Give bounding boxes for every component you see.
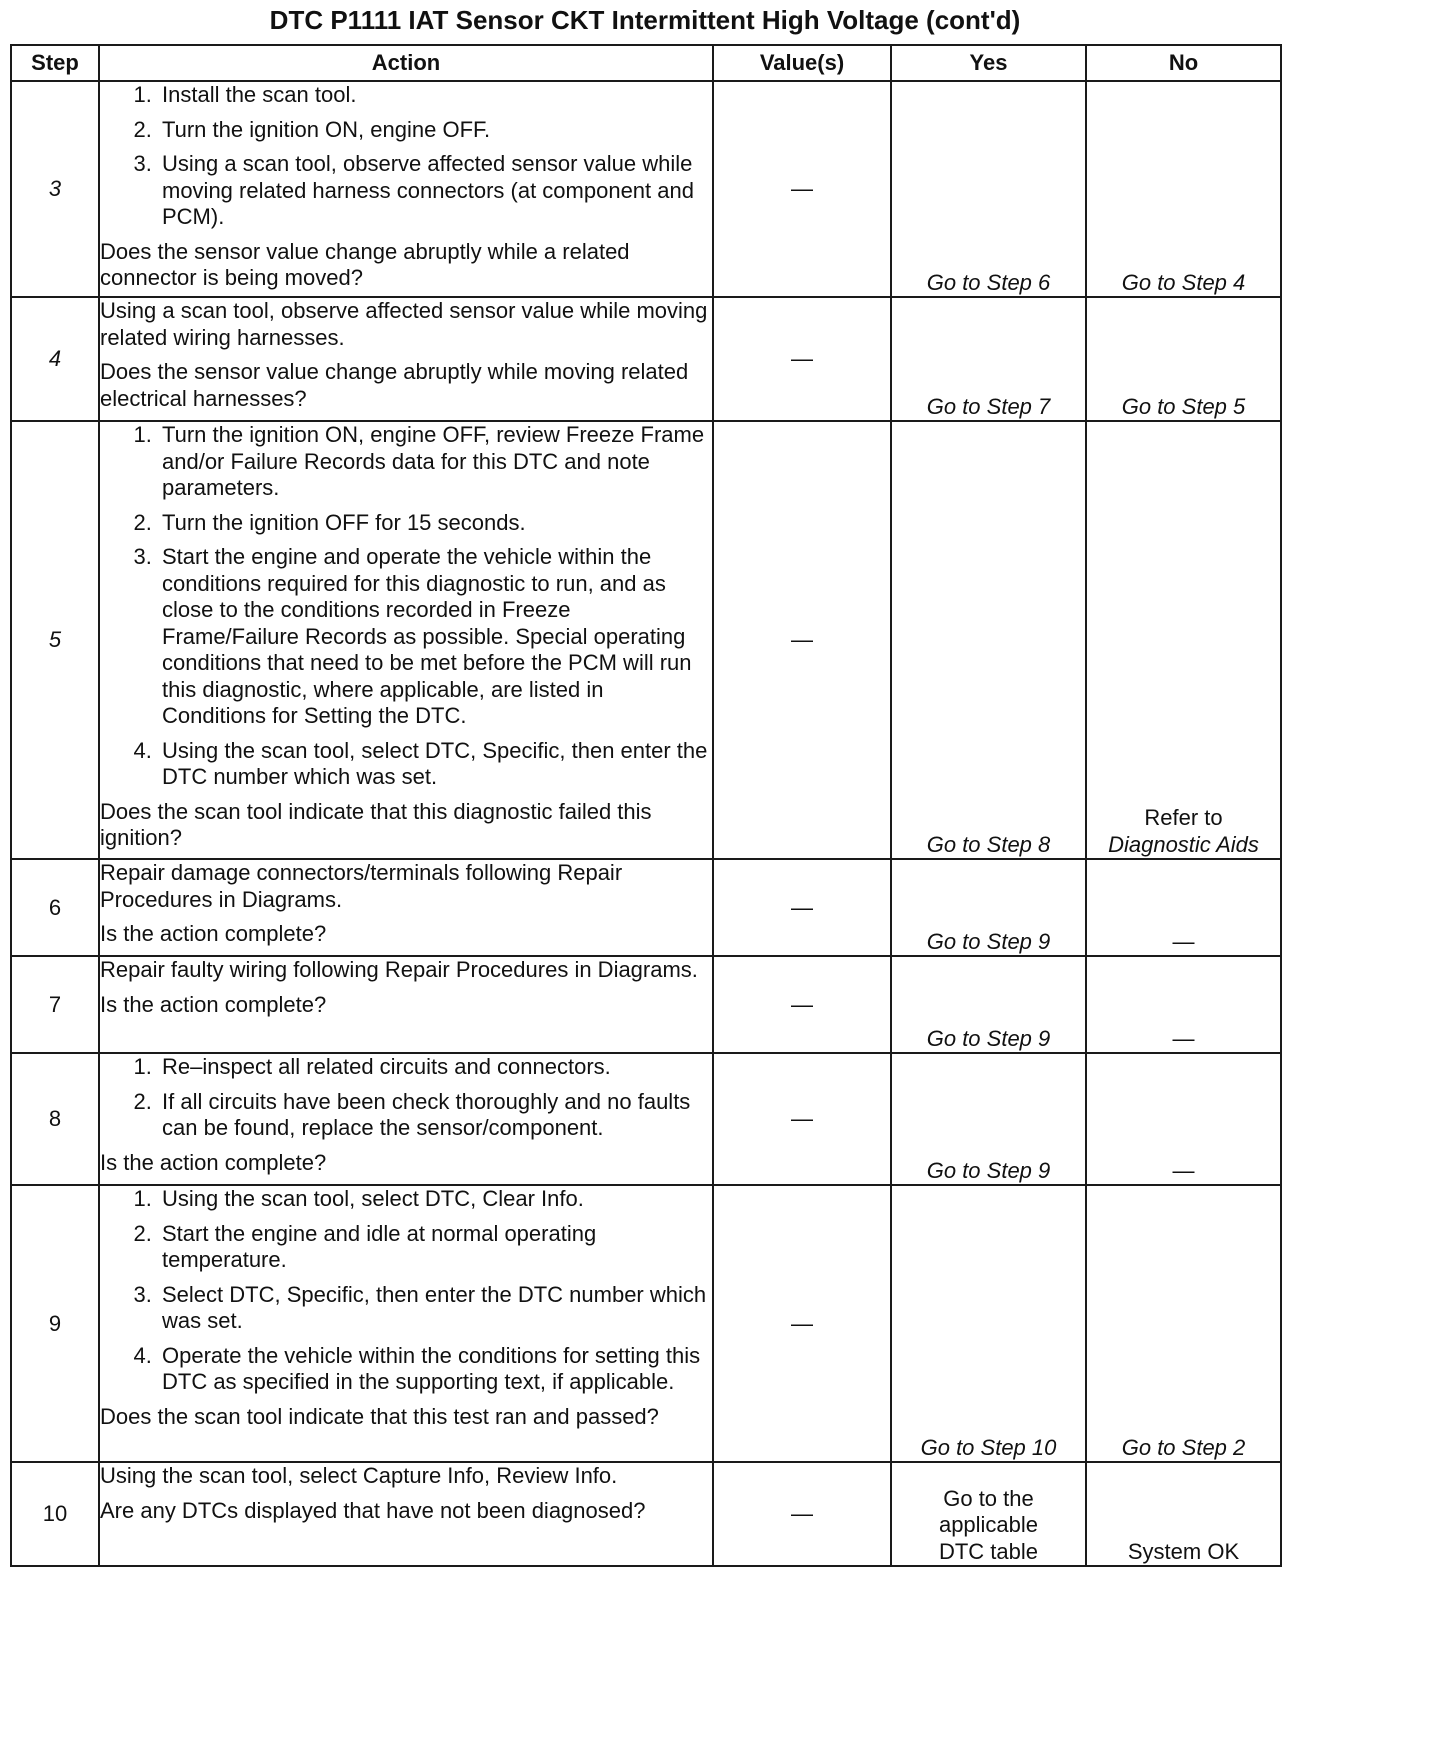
step-number: 4 (11, 297, 99, 421)
action-paragraph: Repair damage connectors/terminals following Repair Procedures in Diagrams. (100, 860, 623, 912)
no-line: Refer to (1144, 805, 1223, 830)
action-item: 1. Install the scan tool. (158, 82, 712, 109)
action-item: 2. Turn the ignition ON, engine OFF. (158, 117, 712, 144)
action-question: Is the action complete? (100, 1149, 327, 1175)
action-cell (99, 956, 713, 1053)
value-cell: — (713, 956, 891, 1053)
page-title: DTC P1111 IAT Sensor CKT Intermittent High Voltage (cont'd) (269, 5, 1021, 35)
table-row-step-7 (11, 956, 1281, 1053)
header-yes: Yes (891, 45, 1086, 81)
action-item: 3. Select DTC, Specific, then enter the DTC number which was set. (158, 1282, 712, 1335)
step-number: 6 (11, 859, 99, 956)
table-row-step-9 (11, 1185, 1281, 1462)
action-cell (99, 297, 713, 421)
action-item: 2. If all circuits have been check thoroughly and no faults can be found, replace the sensor/component. (158, 1089, 712, 1142)
action-cell (99, 421, 713, 859)
action-item: 4. Operate the vehicle within the conditions for setting this DTC as specified in the supporting text, if applicable. (158, 1343, 712, 1396)
action-cell (99, 1185, 713, 1462)
value-cell: — (713, 81, 891, 297)
header-no: No (1086, 45, 1281, 81)
action-item: 4. Using the scan tool, select DTC, Specific, then enter the DTC number which was set. (158, 738, 712, 791)
no-cell: Go to Step 2 (1086, 1185, 1281, 1462)
action-list (100, 82, 712, 231)
step-number: 7 (11, 956, 99, 1053)
table-row-step-3 (11, 81, 1281, 297)
yes-cell: Go to Step 6 (891, 81, 1086, 297)
step-number: 3 (11, 81, 99, 297)
action-paragraph: Repair faulty wiring following Repair Procedures in Diagrams. (100, 957, 698, 982)
diagnostic-table (10, 44, 1282, 1567)
table-row-step-8 (11, 1053, 1281, 1185)
action-question: Does the scan tool indicate that this diagnostic failed this ignition? (100, 798, 652, 850)
value-cell: — (713, 859, 891, 956)
step-number: 5 (11, 421, 99, 859)
value-cell: — (713, 421, 891, 859)
header-values: Value(s) (713, 45, 891, 81)
table-row-step-4 (11, 297, 1281, 421)
action-item: 1. Turn the ignition ON, engine OFF, review Freeze Frame and/or Failure Records data for this DTC and note parameters. (158, 422, 712, 502)
yes-cell: Go to Step 9 (891, 859, 1086, 956)
yes-cell: Go to Step 9 (891, 1053, 1086, 1185)
no-cell: — (1086, 859, 1281, 956)
action-cell (99, 859, 713, 956)
step-number: 9 (11, 1185, 99, 1462)
action-cell (99, 1053, 713, 1185)
table-row-step-6 (11, 859, 1281, 956)
yes-cell: Go to Step 7 (891, 297, 1086, 421)
no-cell: Go to Step 4 (1086, 81, 1281, 297)
action-question: Does the sensor value change abruptly while moving related electrical harnesses? (100, 359, 689, 411)
yes-line: DTC table (938, 1538, 1039, 1564)
table-header-row (11, 45, 1281, 81)
action-item: 3. Using a scan tool, observe affected sensor value while moving related harness connectors (at component and PCM). (158, 151, 712, 231)
yes-line: applicable (938, 1512, 1039, 1537)
action-list (100, 1186, 712, 1396)
action-item: 2. Start the engine and idle at normal operating temperature. (158, 1221, 712, 1274)
step-number: 10 (11, 1462, 99, 1566)
action-question: Is the action complete? (100, 991, 327, 1017)
action-cell (99, 1462, 713, 1566)
action-question: Are any DTCs displayed that have not been diagnosed? (100, 1497, 646, 1523)
action-list (100, 1054, 712, 1142)
yes-cell (891, 1462, 1086, 1566)
no-cell: — (1086, 956, 1281, 1053)
action-item: 1. Re–inspect all related circuits and connectors. (158, 1054, 712, 1081)
action-item: 1. Using the scan tool, select DTC, Clear Info. (158, 1186, 712, 1213)
action-paragraph: Using a scan tool, observe affected sensor value while moving related wiring harnesses. (100, 298, 708, 350)
no-cell: System OK (1086, 1462, 1281, 1566)
yes-cell: Go to Step 8 (891, 421, 1086, 859)
no-cell: Go to Step 5 (1086, 297, 1281, 421)
table-row-step-10 (11, 1462, 1281, 1566)
yes-line: Go to the (943, 1485, 1034, 1511)
action-paragraph: Using the scan tool, select Capture Info, Review Info. (100, 1463, 618, 1488)
action-cell (99, 81, 713, 297)
value-cell: — (713, 1462, 891, 1566)
action-question: Does the sensor value change abruptly while a related connector is being moved? (100, 238, 630, 290)
action-item: 3. Start the engine and operate the vehicle within the conditions required for this diagnostic to run, and as close to the conditions recorded in Freeze Frame/Failure Records as possible. Special operating conditions that need to be met before the PCM will run this diagnostic, where applicable, are listed in Conditions for Setting the DTC. (158, 544, 712, 730)
action-item: 2. Turn the ignition OFF for 15 seconds. (158, 510, 712, 537)
value-cell: — (713, 1053, 891, 1185)
table-row-step-5 (11, 421, 1281, 859)
action-question: Does the scan tool indicate that this test ran and passed? (100, 1403, 659, 1429)
no-line-reference: Diagnostic Aids (1108, 831, 1259, 857)
header-action: Action (99, 45, 713, 81)
value-cell: — (713, 297, 891, 421)
action-question: Is the action complete? (100, 921, 327, 946)
yes-cell: Go to Step 10 (891, 1185, 1086, 1462)
value-cell: — (713, 1185, 891, 1462)
no-cell (1086, 421, 1281, 859)
header-step: Step (11, 45, 99, 81)
action-list (100, 422, 712, 791)
step-number: 8 (11, 1053, 99, 1185)
yes-cell: Go to Step 9 (891, 956, 1086, 1053)
no-cell: — (1086, 1053, 1281, 1185)
